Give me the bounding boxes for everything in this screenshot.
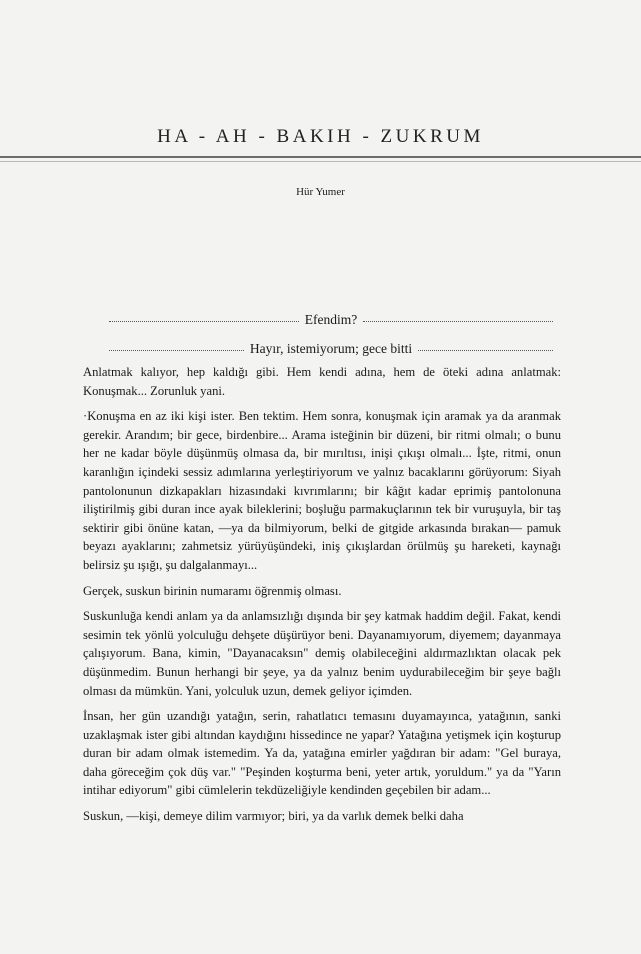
leader-dots [109, 321, 299, 322]
leader-dots [109, 350, 244, 351]
dialogue-text: Hayır, istemiyorum; gece bitti [249, 341, 413, 356]
dialogue-text: Efendim? [304, 312, 358, 327]
paragraph: Suskunluğa kendi anlam ya da anlamsızlığı dışında bir şey katmak haddim değil. Fakat, kendi sesimin tek yönlü yolculuğu dehşete düşürüyor beni. Dayanamıyorum, diyemem; dayanmaya çalışıyorum. Bana, kimin, "Dayanacaksın" demiş olabileceğini aldırmazlıktan olacak pek düşünmedim. Bunun herhangi bir şeye, ya da yalnız benim uydurabileceğim bir şeye bağlı olması da mümkün. Yani, yolculuk uzun, demek geliyor içimden. [83, 609, 561, 698]
leader-dots [418, 350, 553, 351]
paragraph: Anlatmak kalıyor, hep kaldığı gibi. Hem kendi adına, hem de öteki adına anlatmak: Konuşmak... Zorunluk yani. [83, 365, 561, 398]
title-rule-secondary [0, 161, 641, 162]
paragraph: Gerçek, suskun birinin numaramı öğrenmiş olması. [83, 583, 342, 598]
leader-dots [363, 321, 553, 322]
author-name: Hür Yumer [296, 186, 345, 198]
paragraph: Suskun, —kişi, demeye dilim varmıyor; biri, ya da varlık demek belki daha [83, 809, 464, 824]
article-body [83, 363, 561, 833]
dialogue-line-1 [103, 312, 559, 328]
title-rule [0, 156, 641, 158]
article-title: HA - AH - BAKIH - ZUKRUM [157, 126, 484, 147]
paragraph: ·Konuşma en az iki kişi ister. Ben tektim. Hem sonra, konuşmak için aramak ya da aranmak gerekir. Arandım; bir gece, birdenbire... Arama isteğinin bir düzeni, bir ritmi olmalı; o bunu her ne kadar böyle düşünmüş olmasa da, bir mırıltısı, inişi çıkışı olmalı... İşte, ritmi, onun karanlığın içindeki sessiz adımlarına yerleştiriyorum ve yalnız bacaklarını görüyorum: Siyah pantolonunun dizkapakları hizasındaki kıvrımlarını; bir kâğıt kadar eprimiş pantolonuna iliştirilmiş gibi duran ince ayak bileklerini; boşluğu parmakuçlarının tek bir vuruşuyla, bir taş sektirir gibi önüne katan, —ya da bilmiyorum, belki de gitgide arkasında bırakan— pamuk beyazı ayaklarını; zahmetsiz yürüyüşündeki, iniş çıkışlardan örülmüş şu hareketi, kaynağı belirsiz şu ışığı, şu dalgalanmayı... [83, 409, 561, 572]
dialogue-line-2 [103, 341, 559, 357]
paragraph: İnsan, her gün uzandığı yatağın, serin, rahatlatıcı temasını duyamayınca, yatağının, sanki uzaklaşmak ister gibi altından kaydığını hissedince ne yapar? Yatağına yetişmek için koşturup duran bir adam olmak istemedim. Ya da, yatağına emirler yağdıran bir adam: "Gel buraya, daha göreceğim çok düş var." "Peşinden koşturma beni, yeter artık, yoruldum." ya da "Yarın intihar ediyorum" gibi cümlelerin tekdüzeliğiyle kendinden geçebilen bir adam... [83, 709, 561, 798]
